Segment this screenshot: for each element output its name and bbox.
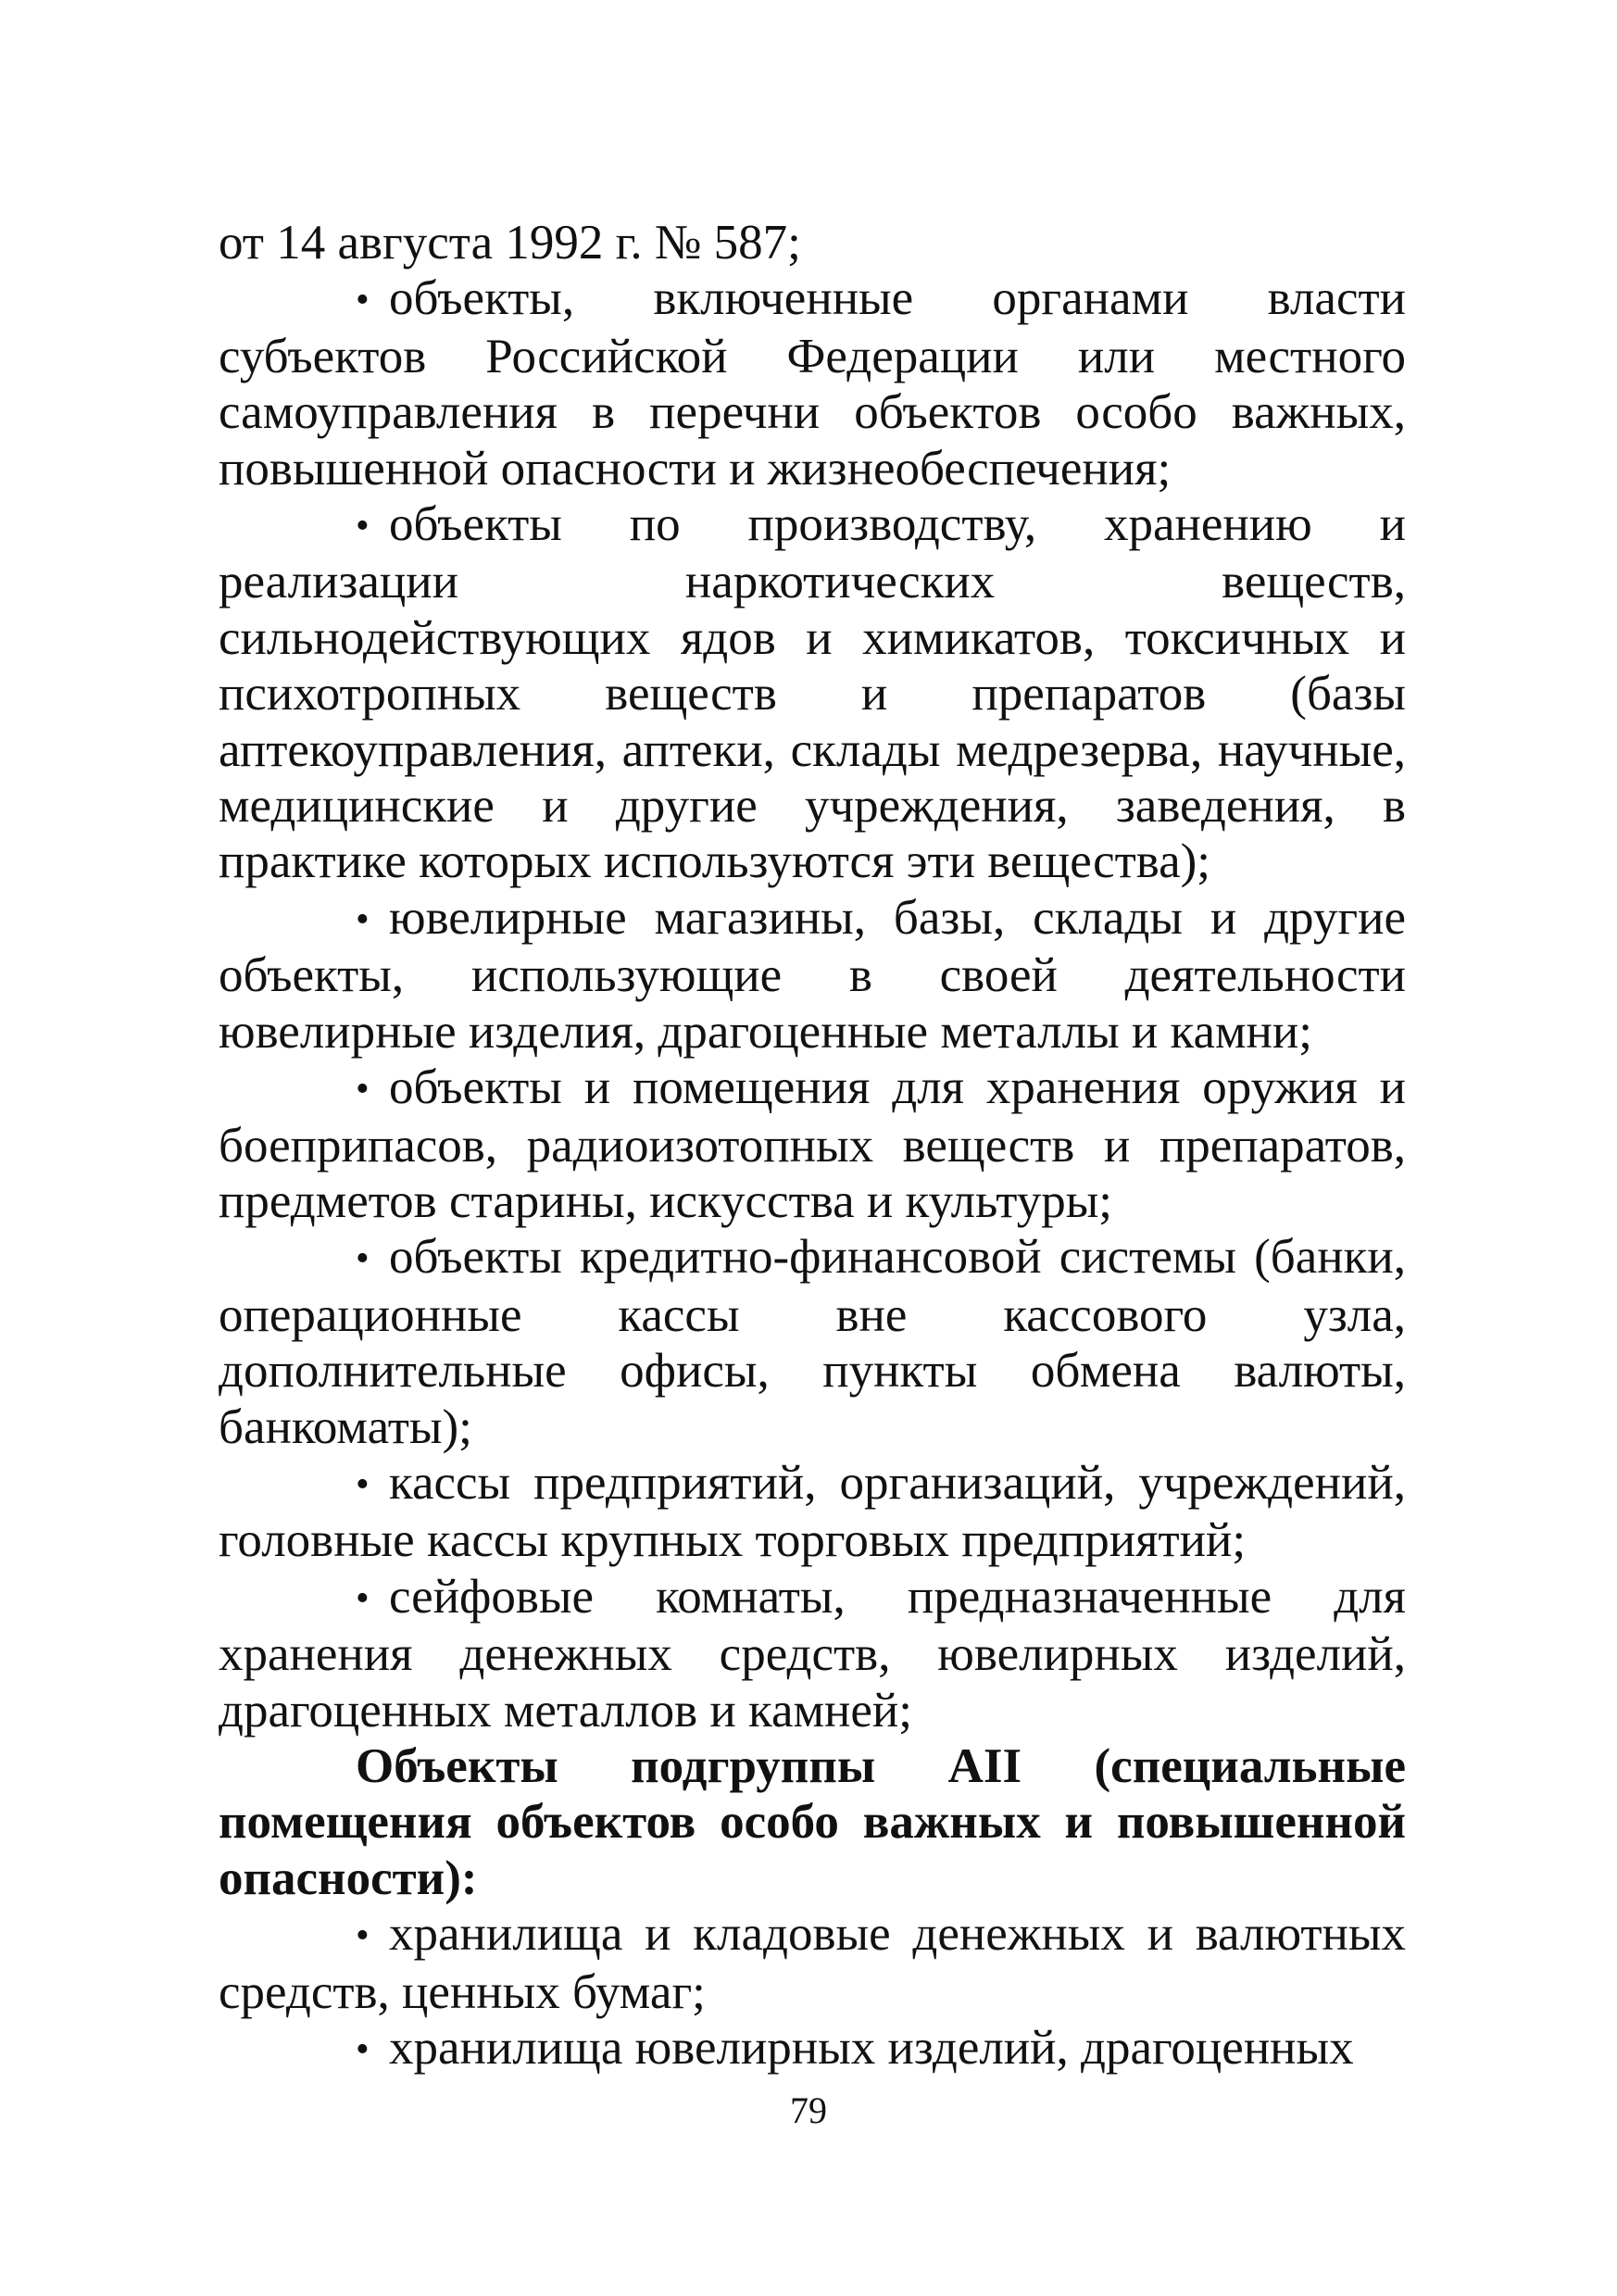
page-number: 79 <box>790 2089 827 2131</box>
list-item <box>219 1569 1406 1738</box>
list-item-text: объекты и помещения для хранения оружия и боеприпасов, радиоизотопных веществ и препаратов, предметов старины, искусства и культуры; <box>219 1060 1406 1228</box>
list-item <box>219 890 1406 1060</box>
body-text <box>219 215 1406 2077</box>
list-item-text: сейфовые комнаты, предназначенные для хранения денежных средств, ювелирных изделий, драгоценных металлов и камней; <box>219 1569 1406 1738</box>
list-item-text: ювелирные магазины, базы, склады и другие объекты, использующие в своей деятельности ювелирные изделия, драгоценные металлы и камни; <box>219 890 1406 1059</box>
lead-line: от 14 августа 1992 г. № 587; <box>219 216 801 270</box>
list-item-text: хранилища и кладовые денежных и валютных средств, ценных бумаг; <box>219 1907 1406 2019</box>
list-item-text: объекты, включенные органами власти субъектов Российской Федерации или местного самоуправления в перечни объектов особо важных, повышенной опасности и жизнеобеспечения; <box>219 271 1406 496</box>
list-item-text: хранилища ювелирных изделий, драгоценных <box>389 2021 1354 2075</box>
list-item <box>219 2020 1406 2077</box>
bullet-icon: • <box>356 1068 370 1111</box>
list-item <box>219 1060 1406 1229</box>
bullet-icon: • <box>356 279 370 322</box>
list-item <box>219 1229 1406 1455</box>
list-item-text: кассы предприятий, организаций, учреждений, головные кассы крупных торговых предприятий; <box>219 1455 1406 1568</box>
bullet-icon: • <box>356 505 370 548</box>
bullet-icon: • <box>356 1914 370 1958</box>
bullet-icon: • <box>356 1576 370 1620</box>
list-item <box>219 496 1406 890</box>
list-item <box>219 1906 1406 2020</box>
bullet-icon: • <box>356 1462 370 1506</box>
list-item <box>219 270 1406 496</box>
bullet-icon: • <box>356 2028 370 2071</box>
section-heading: Объекты подгруппы АII (специальные помещения объектов особо важных и повышенной опасности): <box>219 1738 1406 1905</box>
bullet-icon: • <box>356 897 370 941</box>
list-item-text: объекты по производству, хранению и реализации наркотических веществ, сильнодействующих ядов и химикатов, токсичных и психотропных веществ и препаратов (базы аптекоуправления, аптеки, склады медрезерва, научные, медицинские и другие учреждения, заведения, в практике которых используются эти вещества); <box>219 497 1406 889</box>
list-item <box>219 1455 1406 1569</box>
list-item-text: объекты кредитно-финансовой системы (банки, операционные кассы вне кассового узла, дополнительные офисы, пункты обмена валюты, банкоматы); <box>219 1230 1406 1454</box>
bullet-icon: • <box>356 1237 370 1281</box>
